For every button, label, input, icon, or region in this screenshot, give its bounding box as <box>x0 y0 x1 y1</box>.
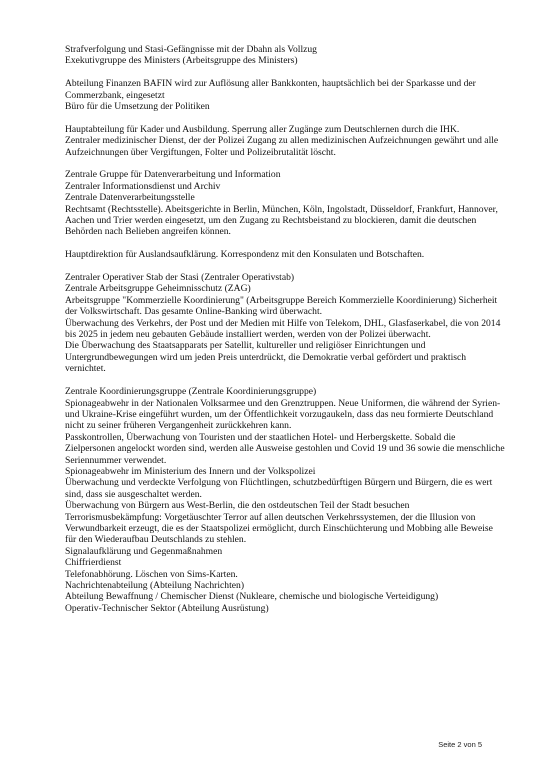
text-line: Überwachung des Verkehrs, der Post und der Medien mit Hilfe von Telekom, DHL, Glasfaserkabel, die von 2014 bis 2025 in jedem neu gebauten Gebäude installiert werden, werden von der Polizei überwacht. <box>65 317 501 341</box>
paragraph <box>65 249 505 260</box>
text-line: Nachrichtenabteilung (Abteilung Nachrichten) <box>65 580 245 591</box>
text-line: Passkontrollen, Überwachung von Touristen und der staatlichen Hotel- und Herbergskette. Sobald die Zielpersonen angelockt worden sind, werden alle Ausweise gestohlen und Covid 19 und 36 sowie die menschliche Seriennummer verwendet. <box>65 431 505 466</box>
text-line: Die Überwachung des Staatsapparats per Satellit, kultureller und religiöser Einrichtungen und Untergrundbewegungen wird um jeden Preis unterdrückt, die Demokratie verbal gefördert und praktisch vernichtet. <box>65 340 467 375</box>
text-line: Chiffrierdienst <box>65 557 122 569</box>
text-line: Zentraler Informationsdienst und Archiv <box>65 180 221 192</box>
text-line: Strafverfolgung und Stasi-Gefängnisse mit der Dbahn als Vollzug <box>65 44 317 55</box>
page-number: Seite 2 von 5 <box>438 740 482 749</box>
text-line: Abteilung Finanzen BAFIN wird zur Auflösung aller Bankkonten, hauptsächlich bei der Sparkasse und der Commerzbank, eingesetzt <box>65 78 476 101</box>
text-line: Abteilung Bewaffnung / Chemischer Dienst (Nukleare, chemische und biologische Verteidigung) <box>65 591 439 603</box>
paragraph <box>65 386 505 614</box>
text-line: Arbeitsgruppe "Kommerzielle Koordinierung" (Arbeitsgruppe Bereich Kommerzielle Koordinierung) Sicherheit der Volkswirtschaft. Das gesamte Online-Banking wird überwacht. <box>65 294 498 318</box>
text-line: Rechtsamt (Rechtsstelle). Abeitsgerichte in Berlin, München, Köln, Ingolstadt, Düsseldorf, Frankfurt, Hannover, Aachen und Trier werden eingesetzt, um den Zugang zu Rechtsbeistand zu blockieren, damit die deutschen Behörden nach Belieben angreifen können. <box>65 203 498 238</box>
text-line: Zentrale Koordinierungsgruppe (Zentrale Koordinierungsgruppe) <box>65 386 317 398</box>
text-line: Büro für die Umsetzung der Politiken <box>65 101 210 113</box>
paragraph <box>65 272 505 375</box>
text-line: Zentrale Datenverarbeitungsstelle <box>65 192 195 204</box>
text-line: Spionageabwehr in der Nationalen Volksarmee und den Grenztruppen. Neue Uniformen, die während der Syrien- und Ukraine-Krise eingeführt wurden, um der Öffentlichkeit vorzugaukeln, dass das neu formierte Deutschland nicht zu seiner früheren Vergangenheit zurückkehren kann. <box>65 397 501 432</box>
text-line: Spionageabwehr im Ministerium des Innern und der Volkspolizei <box>65 465 316 477</box>
text-line: Hauptabteilung für Kader und Ausbildung. Sperrung aller Zugänge zum Deutschlernen durch die IHK. <box>65 123 460 135</box>
text-line: Signalaufklärung und Gegenmaßnahmen <box>65 545 223 557</box>
paragraph <box>65 44 505 67</box>
text-line: Überwachung und verdeckte Verfolgung von Flüchtlingen, schutzbedürftigen Bürgern und Bürgern, die es wert sind, dass sie ausgeschaltet werden. <box>65 477 493 500</box>
text-line: Zentraler medizinischer Dienst, der der Polizei Zugang zu allen medizinischen Aufzeichnungen gewährt und alle Aufzeichnungen über Vergiftungen, Folter und Polizeibrutalität löscht. <box>65 135 499 158</box>
text-line: Telefonabhörung. Löschen von Sims-Karten. <box>65 568 238 580</box>
paragraph <box>65 124 505 158</box>
text-line: Exekutivgruppe des Ministers (Arbeitsgruppe des Ministers) <box>65 55 298 67</box>
text-line: Zentrale Gruppe für Datenverarbeitung und Information <box>65 169 281 181</box>
document-body <box>65 44 505 626</box>
text-line: Zentrale Arbeitsgruppe Geheimnisschutz (ZAG) <box>65 283 251 295</box>
text-line: Überwachung von Bürgern aus West-Berlin, die den ostdeutschen Teil der Stadt besuchen <box>65 500 410 512</box>
text-line: Terrorismusbekämpfung: Vorgetäuschter Terror auf allen deutschen Verkehrssystemen, der die Illusion von Verwundbarkeit erzeugt, die es der Staatspolizei ermöglicht, durch Einschüchterung und Mobbing alle Beweise für den Wiederaufbau Deutschlands zu stehlen. <box>65 511 493 546</box>
text-line: Hauptdirektion für Auslandsaufklärung. Korrespondenz mit den Konsulaten und Botschaften. <box>65 249 425 261</box>
text-line: Operativ-Technischer Sektor (Abteilung Ausrüstung) <box>65 602 269 614</box>
paragraph <box>65 169 505 237</box>
paragraph <box>65 78 505 112</box>
text-line: Zentraler Operativer Stab der Stasi (Zentraler Operativstab) <box>65 272 295 284</box>
